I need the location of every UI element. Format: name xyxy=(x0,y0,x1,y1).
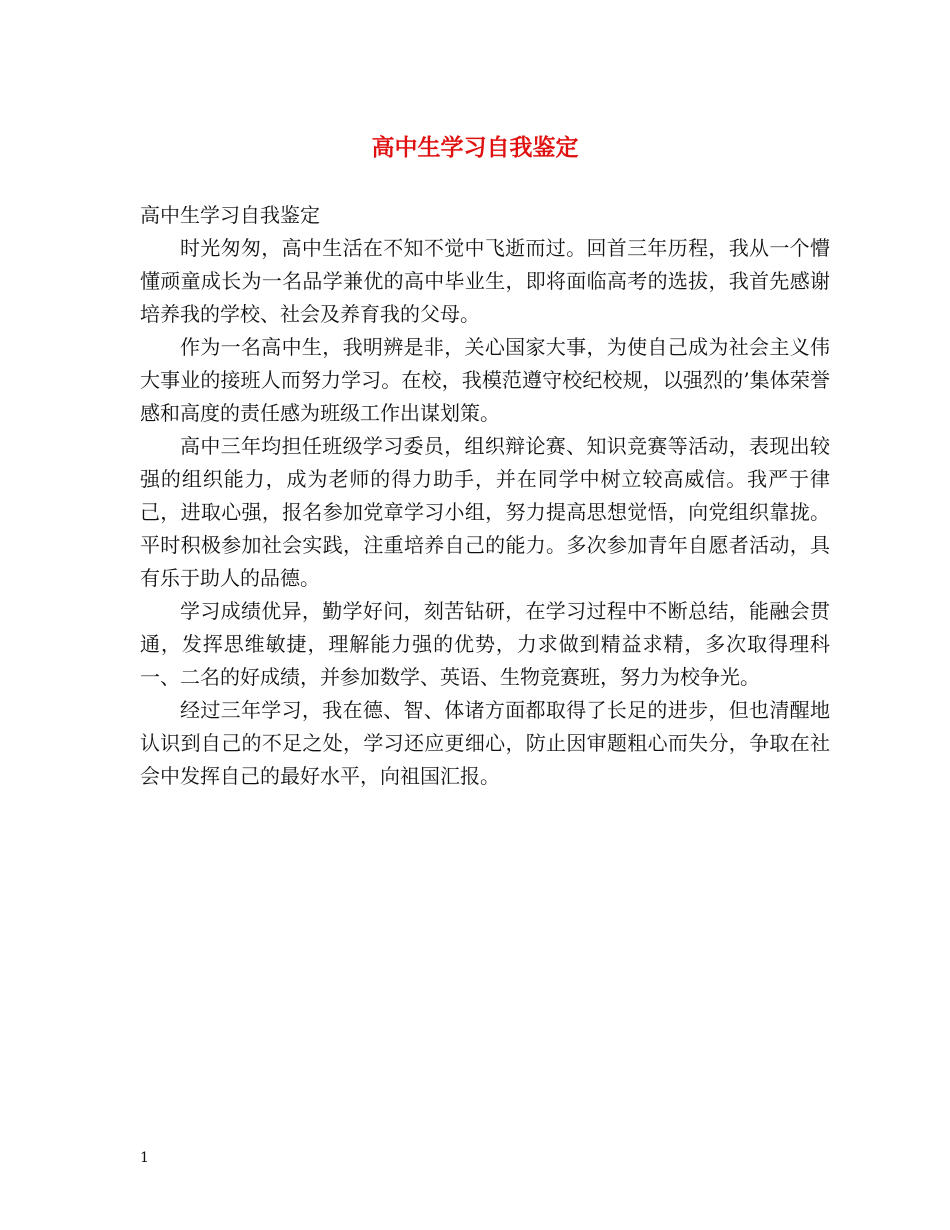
page-number: 1 xyxy=(140,1150,149,1166)
paragraph: 高中三年均担任班级学习委员，组织辩论赛、知识竞赛等活动，表现出较强的组织能力，成为老师的得力助手，并在同学中树立较高威信。我严于律己，进取心强，报名参加党章学习小组，努力提高思想觉悟，向党组织靠拢。平时积极参加社会实践，注重培养自己的能力。多次参加青年自愿者活动，具有乐于助人的品德。 xyxy=(140,434,830,590)
paragraph: 时光匆匆，高中生活在不知不觉中飞逝而过。回首三年历程，我从一个懵懂顽童成长为一名品学兼优的高中毕业生，即将面临高考的选拔，我首先感谢培养我的学校、社会及养育我的父母。 xyxy=(140,236,830,326)
document-title: 高中生学习自我鉴定 xyxy=(371,134,579,161)
paragraph: 经过三年学习，我在德、智、体诸方面都取得了长足的进步，但也清醒地认识到自己的不足之处，学习还应更细心，防止因审题粗心而失分，争取在社会中发挥自己的最好水平，向祖国汇报。 xyxy=(140,698,830,788)
body-heading: 高中生学习自我鉴定 xyxy=(140,203,320,227)
paragraph: 作为一名高中生，我明辨是非，关心国家大事，为使自己成为社会主义伟大事业的接班人而努力学习。在校，我模范遵守校纪校规，以强烈的’集体荣誉感和高度的责任感为班级工作出谋划策。 xyxy=(140,335,830,425)
paragraph: 学习成绩优异，勤学好问，刻苦钻研，在学习过程中不断总结，能融会贯通，发挥思维敏捷，理解能力强的优势，力求做到精益求精，多次取得理科一、二名的好成绩，并参加数学、英语、生物竞赛班，努力为校争光。 xyxy=(140,599,830,689)
document-body xyxy=(140,199,830,793)
